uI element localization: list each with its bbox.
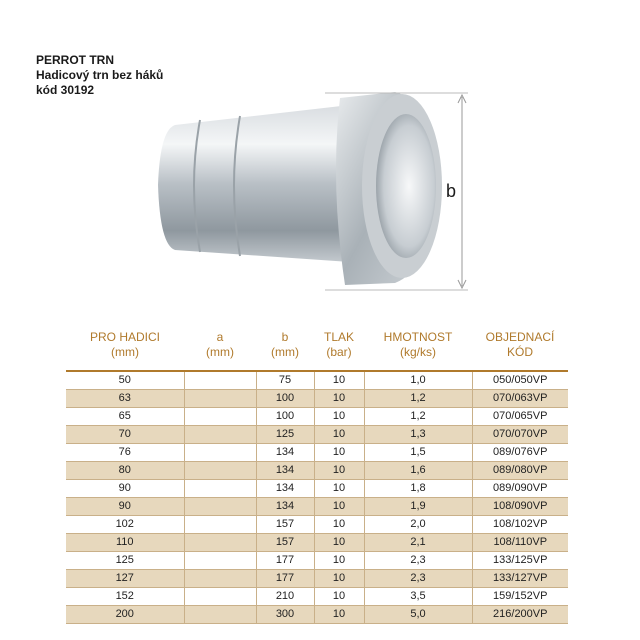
table-cell: 1,5	[364, 444, 472, 462]
table-cell: 1,3	[364, 426, 472, 444]
table-cell: 1,6	[364, 462, 472, 480]
table-row	[66, 498, 568, 516]
column-header	[314, 330, 364, 371]
table-cell: 70	[66, 426, 184, 444]
table-cell	[184, 570, 256, 588]
table-cell	[184, 498, 256, 516]
table-cell: 1,0	[364, 371, 472, 390]
table-cell	[184, 516, 256, 534]
column-header-unit: (mm)	[206, 345, 234, 359]
table-cell: 63	[66, 390, 184, 408]
column-header-unit: (mm)	[111, 345, 139, 359]
table-cell	[184, 444, 256, 462]
table-cell: 200	[66, 606, 184, 624]
table-body	[66, 371, 568, 624]
table-cell: 134	[256, 480, 314, 498]
table-header	[66, 330, 568, 371]
table-cell: 10	[314, 390, 364, 408]
table-cell: 108/110VP	[472, 534, 568, 552]
table-cell: 1,2	[364, 390, 472, 408]
table-cell: 102	[66, 516, 184, 534]
table-cell: 75	[256, 371, 314, 390]
table-cell	[184, 408, 256, 426]
column-header-unit: (mm)	[271, 345, 299, 359]
table-cell: 10	[314, 570, 364, 588]
table-cell: 089/080VP	[472, 462, 568, 480]
table-cell	[184, 426, 256, 444]
table-cell: 127	[66, 570, 184, 588]
table-cell: 125	[256, 426, 314, 444]
product-code: kód 30192	[36, 83, 95, 97]
table-cell: 3,5	[364, 588, 472, 606]
table-cell: 210	[256, 588, 314, 606]
table-cell: 177	[256, 570, 314, 588]
column-header	[472, 330, 568, 371]
table-row	[66, 426, 568, 444]
table-cell: 10	[314, 426, 364, 444]
table-cell: 10	[314, 606, 364, 624]
table-cell: 76	[66, 444, 184, 462]
table-row	[66, 606, 568, 624]
table-cell	[184, 552, 256, 570]
table-cell: 133/127VP	[472, 570, 568, 588]
table-row	[66, 552, 568, 570]
table-cell: 134	[256, 444, 314, 462]
table-cell: 90	[66, 498, 184, 516]
column-header-label: PRO HADICI	[89, 330, 160, 344]
table-cell: 1,9	[364, 498, 472, 516]
table-cell: 2,3	[364, 570, 472, 588]
table-cell: 157	[256, 534, 314, 552]
table-cell: 159/152VP	[493, 590, 548, 602]
table-cell: 1,8	[364, 480, 472, 498]
table-cell: 65	[66, 408, 184, 426]
bore	[376, 114, 436, 258]
table-cell: 177	[256, 552, 314, 570]
table-cell: 2,0	[364, 516, 472, 534]
column-header	[184, 330, 256, 371]
table-cell: 110	[66, 534, 184, 552]
column-header-label: TLAK	[323, 330, 354, 344]
table-cell: 10	[314, 480, 364, 498]
column-header	[256, 330, 314, 371]
table-cell: 10	[314, 516, 364, 534]
table-cell: 050/050VP	[493, 374, 548, 386]
table-row	[66, 444, 568, 462]
column-header	[364, 330, 472, 371]
table-cell: 070/063VP	[472, 390, 568, 408]
column-header-label: b	[281, 330, 289, 344]
table-cell: 10	[314, 408, 364, 426]
table-row	[66, 371, 568, 390]
table-row	[66, 462, 568, 480]
table-cell: 80	[66, 462, 184, 480]
table-cell: 10	[314, 462, 364, 480]
table-row	[66, 480, 568, 498]
column-header-label: OBJEDNACÍ	[485, 330, 555, 344]
column-header-unit: KÓD	[506, 345, 533, 359]
table-cell: 100	[256, 390, 314, 408]
product-description: Hadicový trn bez háků	[36, 68, 164, 82]
table-cell: 216/200VP	[472, 606, 568, 624]
table-cell: 10	[314, 552, 364, 570]
table-cell: 10	[314, 498, 364, 516]
column-header-unit: (bar)	[326, 345, 352, 359]
table-cell: 2,3	[364, 552, 472, 570]
table-cell: 134	[256, 498, 314, 516]
table-cell: 152	[66, 588, 184, 606]
table-cell: 133/125VP	[493, 554, 548, 566]
table-cell	[184, 462, 256, 480]
specs-table	[66, 330, 568, 624]
column-header-label: a	[216, 330, 224, 344]
dimension-b-label: b	[446, 181, 457, 201]
table-cell: 157	[256, 516, 314, 534]
table-cell: 070/070VP	[472, 426, 568, 444]
table-cell: 10	[314, 444, 364, 462]
column-header	[66, 330, 184, 371]
table-row	[66, 408, 568, 426]
table-row	[66, 570, 568, 588]
table-cell: 50	[66, 371, 184, 390]
table-cell	[184, 371, 256, 390]
table-cell: 1,2	[364, 408, 472, 426]
table-cell	[184, 480, 256, 498]
table-cell: 089/076VP	[493, 446, 548, 458]
table-cell: 070/065VP	[493, 410, 548, 422]
table-cell: 2,1	[364, 534, 472, 552]
table-cell: 10	[314, 371, 364, 390]
table-cell: 108/102VP	[493, 518, 548, 530]
table-cell: 100	[256, 408, 314, 426]
table-row	[66, 534, 568, 552]
table-cell	[184, 534, 256, 552]
table-cell: 10	[314, 588, 364, 606]
table-cell: 5,0	[364, 606, 472, 624]
table-cell: 10	[314, 534, 364, 552]
column-header-label: HMOTNOST	[383, 330, 453, 344]
table-row	[66, 588, 568, 606]
table-cell: 90	[66, 480, 184, 498]
table-cell: 125	[66, 552, 184, 570]
table-cell: 089/090VP	[493, 482, 548, 494]
table-cell: 134	[256, 462, 314, 480]
table-row	[66, 516, 568, 534]
table-cell	[184, 606, 256, 624]
tube-body	[158, 105, 350, 262]
table-cell	[184, 588, 256, 606]
table-cell	[184, 390, 256, 408]
column-header-unit: (kg/ks)	[400, 345, 436, 359]
table-row	[66, 390, 568, 408]
product-name: PERROT TRN	[36, 53, 114, 67]
table-cell: 300	[256, 606, 314, 624]
table-cell: 108/090VP	[472, 498, 568, 516]
